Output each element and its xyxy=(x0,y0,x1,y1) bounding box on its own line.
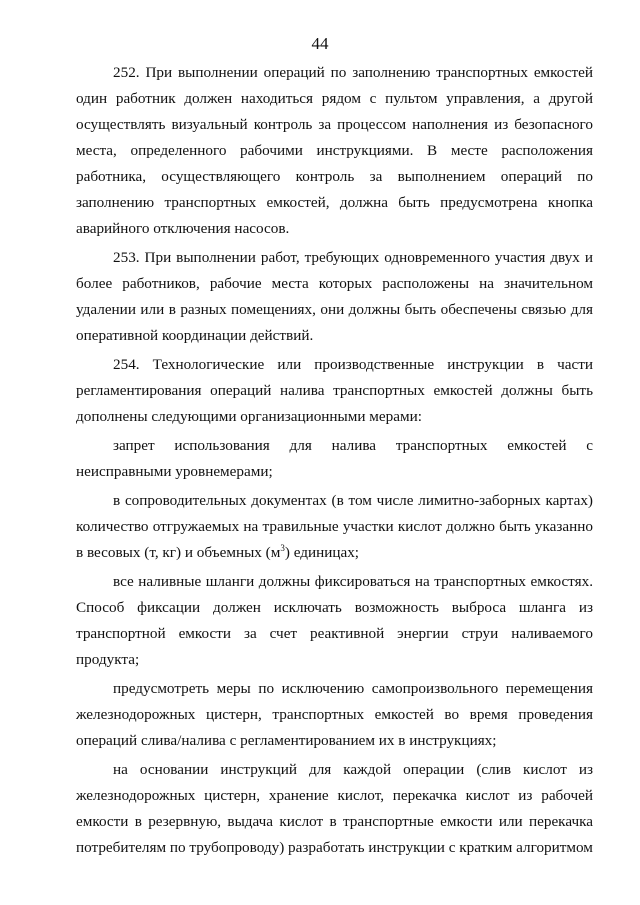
paragraph-252: 252. При выполнении операций по заполнению транспортных емкостей один работник должен находиться рядом с пультом управления, а другой осуществлять визуальный контроль за процессом наполнения из безопасного места, определенного рабочими инструкциями. В месте расположения работника, осуществляющего контроль за выполнением операций по заполнению транспортных емкостей, должна быть предусмотрена кнопка аварийного отключения насосов. xyxy=(76,64,593,237)
list-item-accompanying-documents-text: в сопроводительных документах (в том числе лимитно-заборных картах) количество отгружаемых на травильные участки кислот должно быть указанно в весовых (т, кг) и объемных (м xyxy=(76,492,593,561)
list-item-level-gauges: запрет использования для налива транспортных емкостей с неисправными уровнемерами; xyxy=(76,437,593,480)
paragraph-253: 253. При выполнении работ, требующих одновременного участия двух и более работников, рабочие места которых расположены на значительном удалении или в разных помещениях, они должны быть обеспечены связью для оперативной координации действий. xyxy=(76,249,593,344)
document-body xyxy=(76,60,593,861)
page-number: 44 xyxy=(311,34,329,53)
cubic-superscript: 3 xyxy=(280,542,285,553)
list-item-operation-instructions: на основании инструкций для каждой операции (слив кислот из железнодорожных цистерн, хранение кислот, перекачка кислот из рабочей емкости в резервную, выдача кислот в транспортные емкости или перекачка потребителям по трубопроводу) разработать инструкции с кратким алгоритмом xyxy=(76,761,593,856)
list-item-filling-hoses: все наливные шланги должны фиксироваться на транспортных емкостях. Способ фиксации должен исключать возможность выброса шланга из транспортной емкости за счет реактивной энергии струи наливаемого продукта; xyxy=(76,573,593,668)
list-item-accompanying-documents xyxy=(76,488,593,566)
paragraph-254: 254. Технологические или производственные инструкции в части регламентирования операций налива транспортных емкостей должны быть дополнены следующими организационными мерами: xyxy=(76,356,593,425)
list-item-tank-movement: предусмотреть меры по исключению самопроизвольного перемещения железнодорожных цистерн, транспортных емкостей во время проведения операций слива/налива с регламентированием их в инструкциях; xyxy=(76,680,593,749)
list-item-accompanying-documents-end: ) единицах; xyxy=(284,544,360,561)
